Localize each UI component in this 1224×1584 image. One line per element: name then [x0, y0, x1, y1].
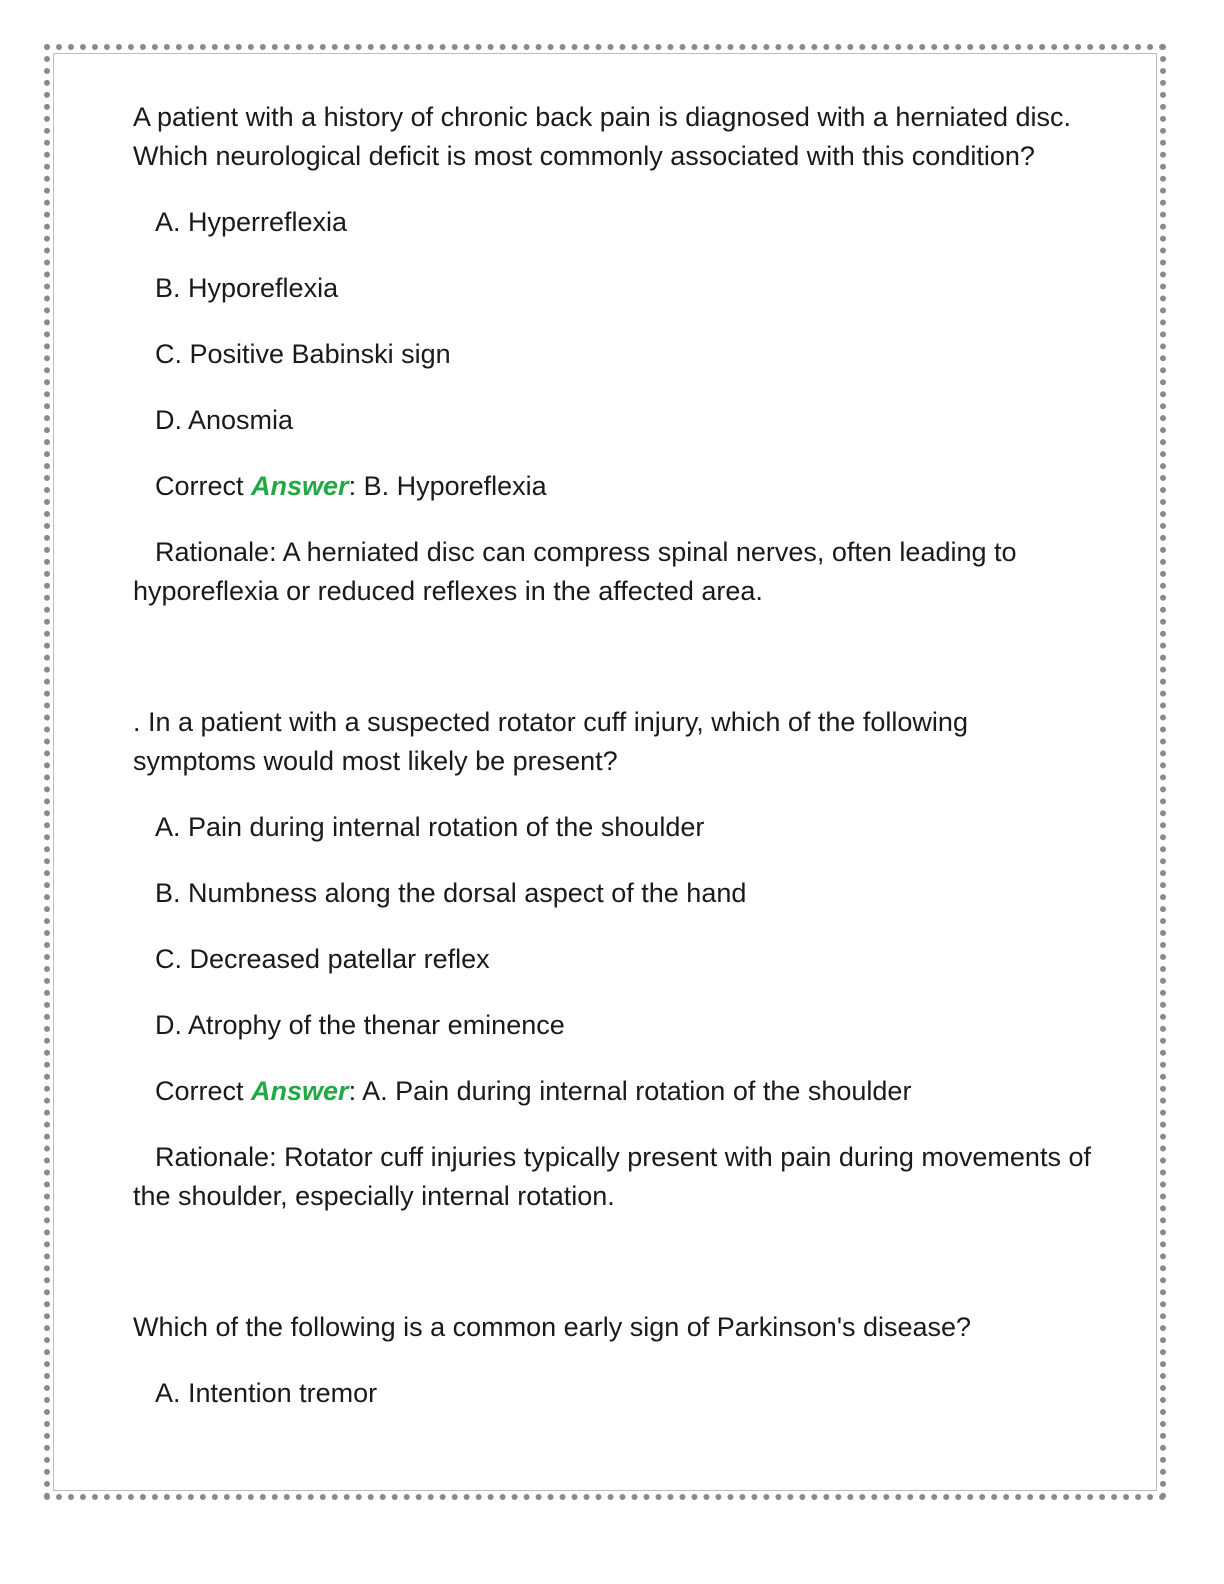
option-a: A. Intention tremor	[155, 1378, 378, 1408]
document-body	[133, 98, 1093, 1413]
rationale-text: Rationale: A herniated disc can compress spinal nerves, often leading to hyporeflexia or reduced reflexes in the affected area.	[133, 537, 1017, 606]
answer-prefix: Correct	[155, 471, 252, 501]
question-text: . In a patient with a suspected rotator cuff injury, which of the following symptoms would most likely be present?	[133, 707, 968, 776]
answer-value: : A. Pain during internal rotation of the shoulder	[348, 1076, 912, 1106]
question-item	[133, 703, 1093, 1216]
option-c: C. Decreased patellar reflex	[155, 944, 490, 974]
option-d: D. Anosmia	[155, 405, 294, 435]
option-c: C. Positive Babinski sign	[155, 339, 451, 369]
question-item	[133, 1308, 1093, 1413]
question-item	[133, 98, 1093, 611]
option-d: D. Atrophy of the thenar eminence	[155, 1010, 565, 1040]
option-a: A. Pain during internal rotation of the shoulder	[155, 812, 705, 842]
answer-label: Answer	[251, 1076, 349, 1106]
question-text: A patient with a history of chronic back pain is diagnosed with a herniated disc. Which neurological deficit is most commonly associated with this condition?	[133, 102, 1072, 171]
option-b: B. Hyporeflexia	[155, 273, 339, 303]
option-b: B. Numbness along the dorsal aspect of the hand	[155, 878, 747, 908]
answer-label: Answer	[251, 471, 349, 501]
question-text: Which of the following is a common early sign of Parkinson's disease?	[133, 1312, 972, 1342]
rationale-text: Rationale: Rotator cuff injuries typically present with pain during movements of the shoulder, especially internal rotation.	[133, 1142, 1091, 1211]
answer-prefix: Correct	[155, 1076, 252, 1106]
correct-answer	[133, 1072, 1093, 1111]
option-a: A. Hyperreflexia	[155, 207, 348, 237]
correct-answer	[133, 467, 1093, 506]
answer-value: : B. Hyporeflexia	[348, 471, 547, 501]
